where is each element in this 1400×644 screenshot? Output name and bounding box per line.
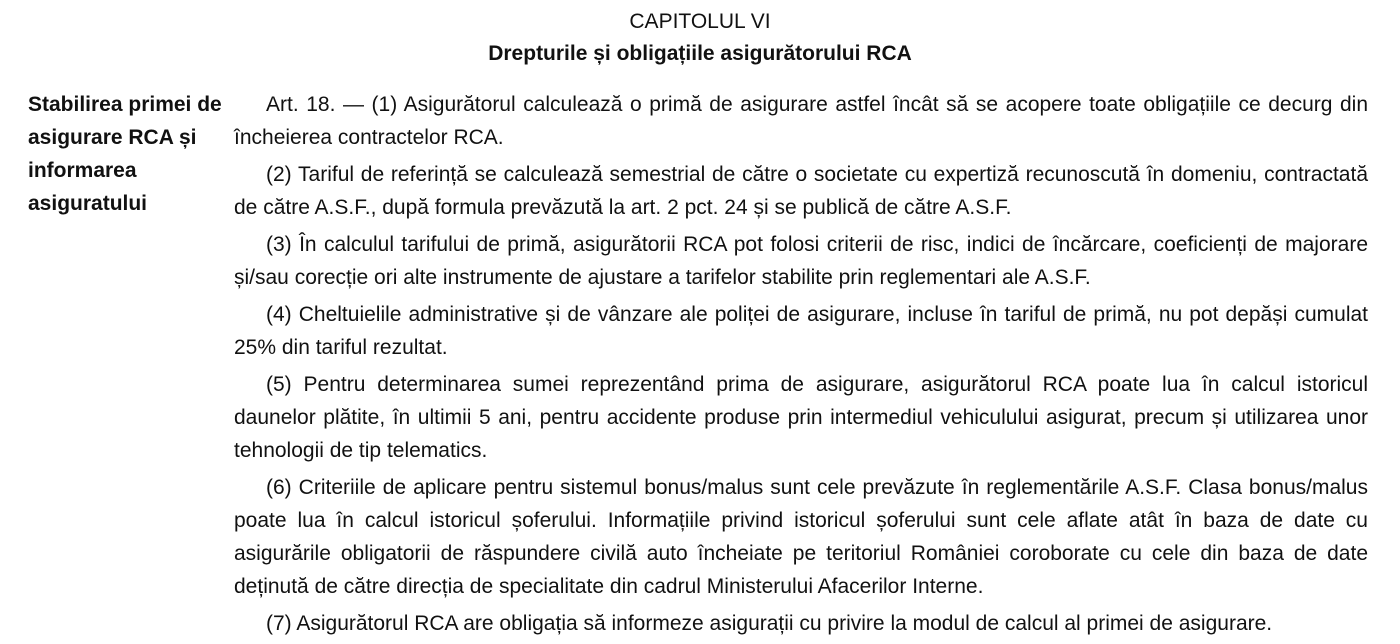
paragraph-4: (4) Cheltuielile administrative și de vânzare ale poliței de asigurare, incluse în tariful de primă, nu pot depăși cumulat 25% din tariful rezultat. xyxy=(234,303,1368,359)
article-body xyxy=(234,88,1368,644)
chapter-title: Drepturile și obligațiile asigurătorului RCA xyxy=(488,42,912,65)
paragraph-7: (7) Asigurătorul RCA are obligația să informeze asigurații cu privire la modul de calcul al primei de asigurare. xyxy=(266,612,1273,635)
side-heading: Stabilirea primei de asigurare RCA și informarea asiguratului xyxy=(28,93,222,215)
paragraph-3: (3) În calculul tarifului de primă, asigurătorii RCA pot folosi criterii de risc, indici de încărcare, coeficienți de majorare și/sau corecție ori alte instrumente de ajustare a tarifelor stabilite prin reglementari ale A.S.F. xyxy=(234,233,1368,289)
paragraph-1: Art. 18. — (1) Asigurătorul calculează o primă de asigurare astfel încât să se acopere toate obligațiile ce decurg din încheierea contractelor RCA. xyxy=(234,93,1368,149)
chapter-label: CAPITOLUL VI xyxy=(629,10,771,33)
paragraph-5: (5) Pentru determinarea sumei reprezentând prima de asigurare, asigurătorul RCA poate lua în calcul istoricul daunelor plătite, în ultimii 5 ani, pentru accidente produse prin intermediul vehiculului asigurat, precum și utilizarea unor tehnologii de tip telematics. xyxy=(234,373,1368,462)
paragraph-6: (6) Criteriile de aplicare pentru sistemul bonus/malus sunt cele prevăzute în reglementările A.S.F. Clasa bonus/malus poate lua în calcul istoricul șoferului. Informațiile privind istoricul șoferului sunt cele aflate atât în baza de date cu asigurările obligatorii de răspundere civilă auto încheiate pe teritoriul României coroborate cu cele din baza de date deținută de către direcția de specialitate din cadrul Ministerului Afacerilor Interne. xyxy=(234,476,1368,598)
paragraph-2: (2) Tariful de referință se calculează semestrial de către o societate cu expertiză recunoscută în domeniu, contractată de către A.S.F., după formula prevăzută la art. 2 pct. 24 și se publică de către A.S.F. xyxy=(234,163,1368,219)
